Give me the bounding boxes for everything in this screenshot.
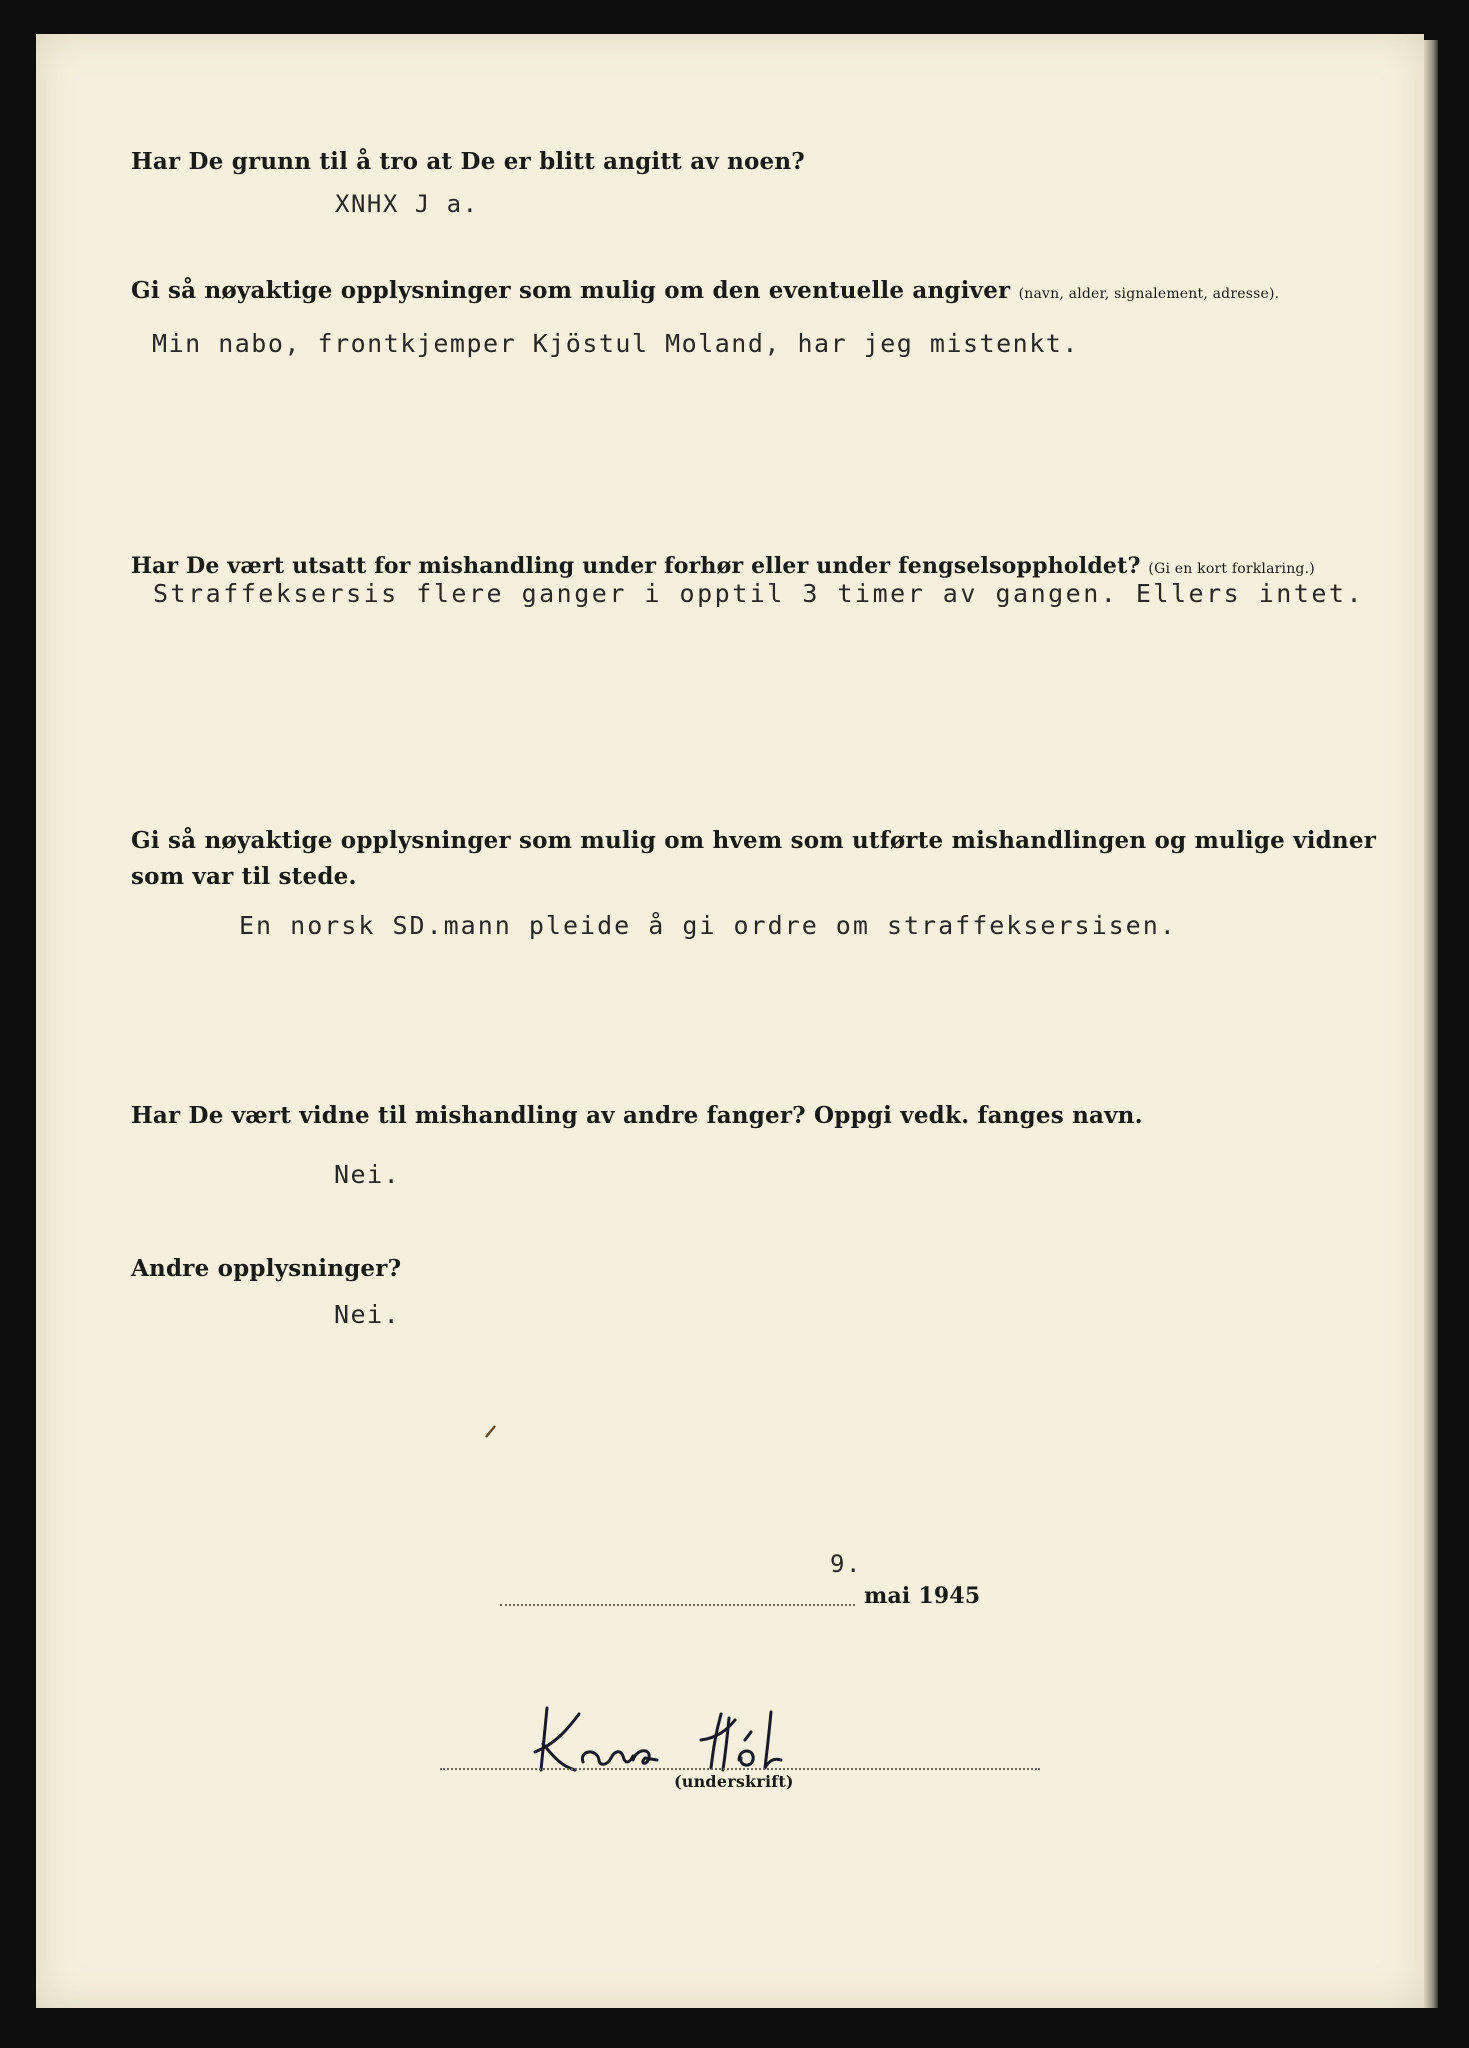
question-3-hint: (Gi en kort forklaring.) [1148,561,1315,577]
signature-caption: (underskrift) [674,1772,794,1791]
answer-2: Min nabo, frontkjemper Kjöstul Moland, har jeg mistenkt. [152,329,1079,358]
question-6: Andre opplysninger? [131,1255,402,1282]
answer-4: En norsk SD.mann pleide å gi ordre om straffeksersisen. [239,911,1177,940]
question-2-hint: (navn, alder, signalement, adresse). [1018,286,1280,302]
question-4-line-1: Gi så nøyaktige opplysninger som mulig om hvem som utførte mishandlingen og mulige vidner [131,827,1377,854]
answer-3: Straffeksersis flere ganger i opptil 3 timer av gangen. Ellers intet. [153,579,1365,608]
question-2-text: Gi så nøyaktige opplysninger som mulig om den eventuelle angiver [131,277,1011,304]
answer-5: Nei. [334,1160,401,1189]
question-4-line-2: som var til stede. [131,863,357,890]
date-dotted-line [500,1604,855,1606]
question-2 [131,277,1279,304]
question-3-text: Har De vært utsatt for mishandling under forhør eller under fengselsoppholdet? [131,553,1141,579]
question-3 [131,553,1315,579]
question-1: Har De grunn til å tro at De er blitt angitt av noen? [131,148,805,175]
pen-mark [483,1423,499,1439]
answer-6: Nei. [334,1300,401,1329]
page-edge [1424,40,1438,2008]
question-5: Har De vært vidne til mishandling av andre fanger? Oppgi vedk. fanges navn. [131,1102,1143,1129]
date-day: 9. [830,1550,862,1578]
date-month-year: mai 1945 [864,1583,981,1609]
signature-dotted-line [440,1768,1040,1770]
answer-1: XNHX J a. [335,190,479,218]
